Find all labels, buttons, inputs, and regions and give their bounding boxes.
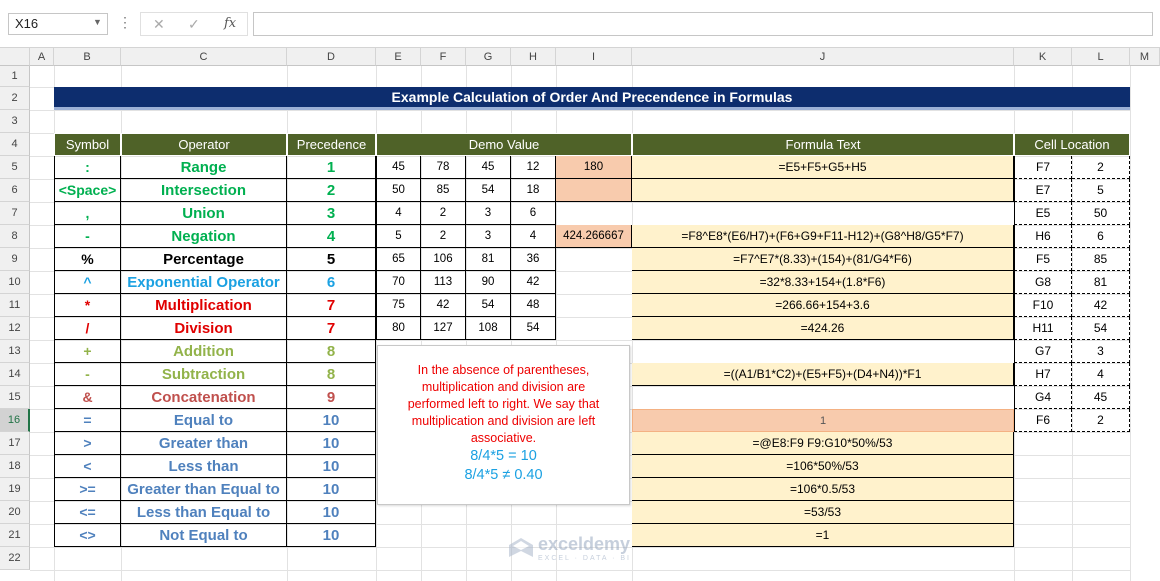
operator-precedence[interactable]: 10 [287,409,376,432]
operator-precedence[interactable]: 10 [287,524,376,547]
operator-name[interactable]: Greater than [121,432,287,455]
row-header[interactable]: 3 [0,110,30,133]
result-cell-i6[interactable] [556,179,632,202]
row-header[interactable]: 2 [0,87,30,110]
col-header-a[interactable]: A [30,48,54,66]
operator-symbol[interactable]: > [54,432,121,455]
demo-value-cell[interactable]: 81 [466,248,511,271]
cell-location-value[interactable]: 6 [1072,225,1130,248]
demo-value-cell[interactable]: 90 [466,271,511,294]
demo-value-cell[interactable]: 3 [466,225,511,248]
col-header-g[interactable]: G [466,48,511,66]
formula-j12[interactable]: =424.26 [632,317,1014,340]
demo-value-cell[interactable]: 6 [511,202,556,225]
formula-j16[interactable]: 1 [632,409,1014,432]
operator-symbol[interactable]: & [54,386,121,409]
cell-location-ref[interactable]: F7 [1014,156,1072,179]
row-header[interactable]: 10 [0,271,30,294]
row-header[interactable]: 8 [0,225,30,248]
cancel-icon[interactable]: ✕ [153,16,165,32]
operator-symbol[interactable]: , [54,202,121,225]
formula-j10[interactable]: =32*8.33+154+(1.8*F6) [632,271,1014,294]
col-header-i[interactable]: I [556,48,632,66]
demo-value-cell[interactable]: 113 [421,271,466,294]
col-header-m[interactable]: M [1130,48,1160,66]
operator-name[interactable]: Division [121,317,287,340]
cell-location-value[interactable]: 81 [1072,271,1130,294]
operator-precedence[interactable]: 2 [287,179,376,202]
col-header-l[interactable]: L [1072,48,1130,66]
operator-precedence[interactable]: 5 [287,248,376,271]
demo-value-cell[interactable]: 75 [376,294,421,317]
note-line: multiplication and division are left [411,414,596,428]
operator-symbol[interactable]: < [54,455,121,478]
operator-precedence[interactable]: 7 [287,317,376,340]
cell-location-value[interactable]: 2 [1072,156,1130,179]
row-header[interactable]: 20 [0,501,30,524]
name-box[interactable]: X16 [8,13,108,35]
cell-location-value[interactable]: 2 [1072,409,1130,432]
header-formula-text[interactable]: Formula Text [632,133,1014,156]
operator-symbol[interactable]: - [54,363,121,386]
formula-j8[interactable]: =F8^E8*(E6/H7)+(F6+G9+F11-H12)+(G8^H8/G5*F7) [632,225,1014,248]
operator-symbol[interactable]: <> [54,524,121,547]
operator-symbol[interactable]: >= [54,478,121,501]
cell-location-ref[interactable]: G8 [1014,271,1072,294]
col-header-b[interactable]: B [54,48,121,66]
note-line: multiplication and division are [421,380,586,394]
formula-buttons [140,12,248,36]
operator-precedence[interactable]: 1 [287,156,376,179]
operator-symbol[interactable]: * [54,294,121,317]
operator-name[interactable]: Less than Equal to [121,501,287,524]
col-header-e[interactable]: E [376,48,421,66]
note-line: performed left to right. We say that [407,397,600,411]
operator-symbol[interactable]: % [54,248,121,271]
note-textbox[interactable] [377,345,630,505]
watermark-name: exceldemy [538,534,631,554]
cell-location-value[interactable]: 85 [1072,248,1130,271]
formula-j20[interactable]: =53/53 [632,501,1014,524]
demo-value-cell[interactable]: 50 [376,179,421,202]
row-header[interactable]: 19 [0,478,30,501]
operator-symbol[interactable]: / [54,317,121,340]
operator-precedence[interactable]: 7 [287,294,376,317]
exceldemy-logo-icon [508,537,534,559]
demo-value-cell[interactable]: 54 [466,179,511,202]
demo-value-cell[interactable]: 108 [466,317,511,340]
row-header[interactable]: 4 [0,133,30,156]
cell-location-value[interactable]: 50 [1072,202,1130,225]
demo-value-cell[interactable]: 2 [421,225,466,248]
demo-value-cell[interactable]: 65 [376,248,421,271]
operator-symbol[interactable]: <Space> [54,179,121,202]
row-header[interactable]: 7 [0,202,30,225]
watermark [508,534,631,562]
operator-precedence[interactable]: 3 [287,202,376,225]
note-equation: 8/4*5 ≠ 0.40 [464,467,543,483]
formula-j6[interactable] [632,179,1014,202]
demo-value-cell[interactable]: 127 [421,317,466,340]
operator-name[interactable]: Addition [121,340,287,363]
row-header[interactable]: 12 [0,317,30,340]
demo-value-cell[interactable]: 4 [376,202,421,225]
col-header-f[interactable]: F [421,48,466,66]
formula-j21[interactable]: =1 [632,524,1014,547]
row-header[interactable]: 15 [0,386,30,409]
formula-j14[interactable]: =((A1/B1*C2)+(E5+F5)+(D4+N4))*F1 [632,363,1014,386]
note-line: associative. [470,431,537,445]
formula-j18[interactable]: =106*50%/53 [632,455,1014,478]
header-operator[interactable]: Operator [121,133,287,156]
operator-name[interactable]: Union [121,202,287,225]
operator-precedence[interactable]: 9 [287,386,376,409]
row-header[interactable]: 5 [0,156,30,179]
formula-bar-area [0,0,1160,48]
demo-value-cell[interactable]: 12 [511,156,556,179]
col-header-k[interactable]: K [1014,48,1072,66]
cell-location-value[interactable]: 4 [1072,363,1130,386]
cell-location-value[interactable]: 42 [1072,294,1130,317]
operator-name[interactable]: Range [121,156,287,179]
demo-value-cell[interactable]: 48 [511,294,556,317]
demo-value-cell[interactable]: 54 [511,317,556,340]
demo-value-cell[interactable]: 18 [511,179,556,202]
cell-location-value[interactable]: 5 [1072,179,1130,202]
operator-symbol[interactable]: - [54,225,121,248]
operator-name[interactable]: Equal to [121,409,287,432]
col-header-j[interactable]: J [632,48,1014,66]
enter-icon[interactable]: ✓ [188,16,200,32]
operator-name[interactable]: Not Equal to [121,524,287,547]
formula-j9[interactable]: =F7^E7*(8.33)+(154)+(81/G4*F6) [632,248,1014,271]
demo-value-cell[interactable]: 4 [511,225,556,248]
col-header-c[interactable]: C [121,48,287,66]
formula-j11[interactable]: =266.66+154+3.6 [632,294,1014,317]
operator-symbol[interactable]: = [54,409,121,432]
header-cell-location[interactable]: Cell Location [1014,133,1130,156]
operator-precedence[interactable]: 6 [287,271,376,294]
demo-value-cell[interactable]: 85 [421,179,466,202]
operator-precedence[interactable]: 10 [287,432,376,455]
note-line: In the absence of parentheses, [417,363,590,377]
formula-input[interactable] [253,12,1153,36]
formula-j17[interactable]: =@E8:F9 F9:G10*50%/53 [632,432,1014,455]
cell-location-ref[interactable]: H6 [1014,225,1072,248]
cell-location-value[interactable]: 3 [1072,340,1130,363]
operator-name[interactable]: Intersection [121,179,287,202]
operator-precedence[interactable]: 8 [287,340,376,363]
operator-name[interactable]: Multiplication [121,294,287,317]
operator-symbol[interactable]: ^ [54,271,121,294]
operator-name[interactable]: Exponential Operator [121,271,287,294]
demo-value-cell[interactable]: 106 [421,248,466,271]
chevron-down-icon[interactable]: ▼ [93,17,102,27]
select-all-corner[interactable] [0,48,30,66]
demo-value-cell[interactable]: 45 [376,156,421,179]
operator-symbol[interactable]: : [54,156,121,179]
operator-precedence[interactable]: 4 [287,225,376,248]
sheet-title[interactable]: Example Calculation of Order And Precendence in Formulas [54,87,1130,110]
insert-function-icon[interactable]: fx [224,16,237,31]
result-cell-i8[interactable]: 424.266667 [556,225,632,248]
row-header[interactable]: 17 [0,432,30,455]
note-equation: 8/4*5 = 10 [470,448,537,464]
demo-value-cell[interactable]: 45 [466,156,511,179]
header-demo-value[interactable]: Demo Value [376,133,632,156]
operator-name[interactable]: Negation [121,225,287,248]
cell-location-ref[interactable]: H11 [1014,317,1072,340]
demo-value-cell[interactable]: 42 [421,294,466,317]
row-header[interactable]: 1 [0,66,30,87]
row-header[interactable]: 21 [0,524,30,547]
operator-name[interactable]: Greater than Equal to [121,478,287,501]
header-precedence[interactable]: Precedence [287,133,376,156]
row-header[interactable]: 11 [0,294,30,317]
operator-precedence[interactable]: 10 [287,501,376,524]
cell-location-value[interactable]: 45 [1072,386,1130,409]
demo-value-cell[interactable]: 42 [511,271,556,294]
operator-precedence[interactable]: 8 [287,363,376,386]
demo-value-cell[interactable]: 2 [421,202,466,225]
operator-name[interactable]: Percentage [121,248,287,271]
operator-symbol[interactable]: <= [54,501,121,524]
cell-location-ref[interactable]: E7 [1014,179,1072,202]
demo-value-cell[interactable]: 78 [421,156,466,179]
cell-location-ref[interactable]: H7 [1014,363,1072,386]
operator-symbol[interactable]: + [54,340,121,363]
cell-location-value[interactable]: 54 [1072,317,1130,340]
operator-name[interactable]: Subtraction [121,363,287,386]
cell-location-ref[interactable]: F10 [1014,294,1072,317]
col-header-h[interactable]: H [511,48,556,66]
cell-location-ref[interactable]: F6 [1014,409,1072,432]
cell-location-ref[interactable]: F5 [1014,248,1072,271]
row-header[interactable]: 6 [0,179,30,202]
col-header-d[interactable]: D [287,48,376,66]
row-header[interactable]: 9 [0,248,30,271]
demo-value-cell[interactable]: 5 [376,225,421,248]
row-header[interactable]: 14 [0,363,30,386]
cell-location-ref[interactable]: G7 [1014,340,1072,363]
demo-value-cell[interactable]: 3 [466,202,511,225]
cell-location-ref[interactable]: G4 [1014,386,1072,409]
watermark-sub: EXCEL · DATA · BI [538,555,631,562]
operator-precedence[interactable]: 10 [287,478,376,501]
operator-name[interactable]: Less than [121,455,287,478]
formula-j5[interactable]: =E5+F5+G5+H5 [632,156,1014,179]
row-header[interactable]: 13 [0,340,30,363]
row-header-selected[interactable]: 16 [0,409,30,432]
demo-value-cell[interactable]: 36 [511,248,556,271]
row-header[interactable]: 22 [0,547,30,570]
row-header[interactable]: 18 [0,455,30,478]
more-icon: ⋮ [118,14,132,30]
demo-value-cell[interactable]: 80 [376,317,421,340]
header-symbol[interactable]: Symbol [54,133,121,156]
result-cell-i5[interactable]: 180 [556,156,632,179]
operator-name[interactable]: Concatenation [121,386,287,409]
formula-j19[interactable]: =106*0.5/53 [632,478,1014,501]
cell-location-ref[interactable]: E5 [1014,202,1072,225]
operator-precedence[interactable]: 10 [287,455,376,478]
demo-value-cell[interactable]: 54 [466,294,511,317]
demo-value-cell[interactable]: 70 [376,271,421,294]
